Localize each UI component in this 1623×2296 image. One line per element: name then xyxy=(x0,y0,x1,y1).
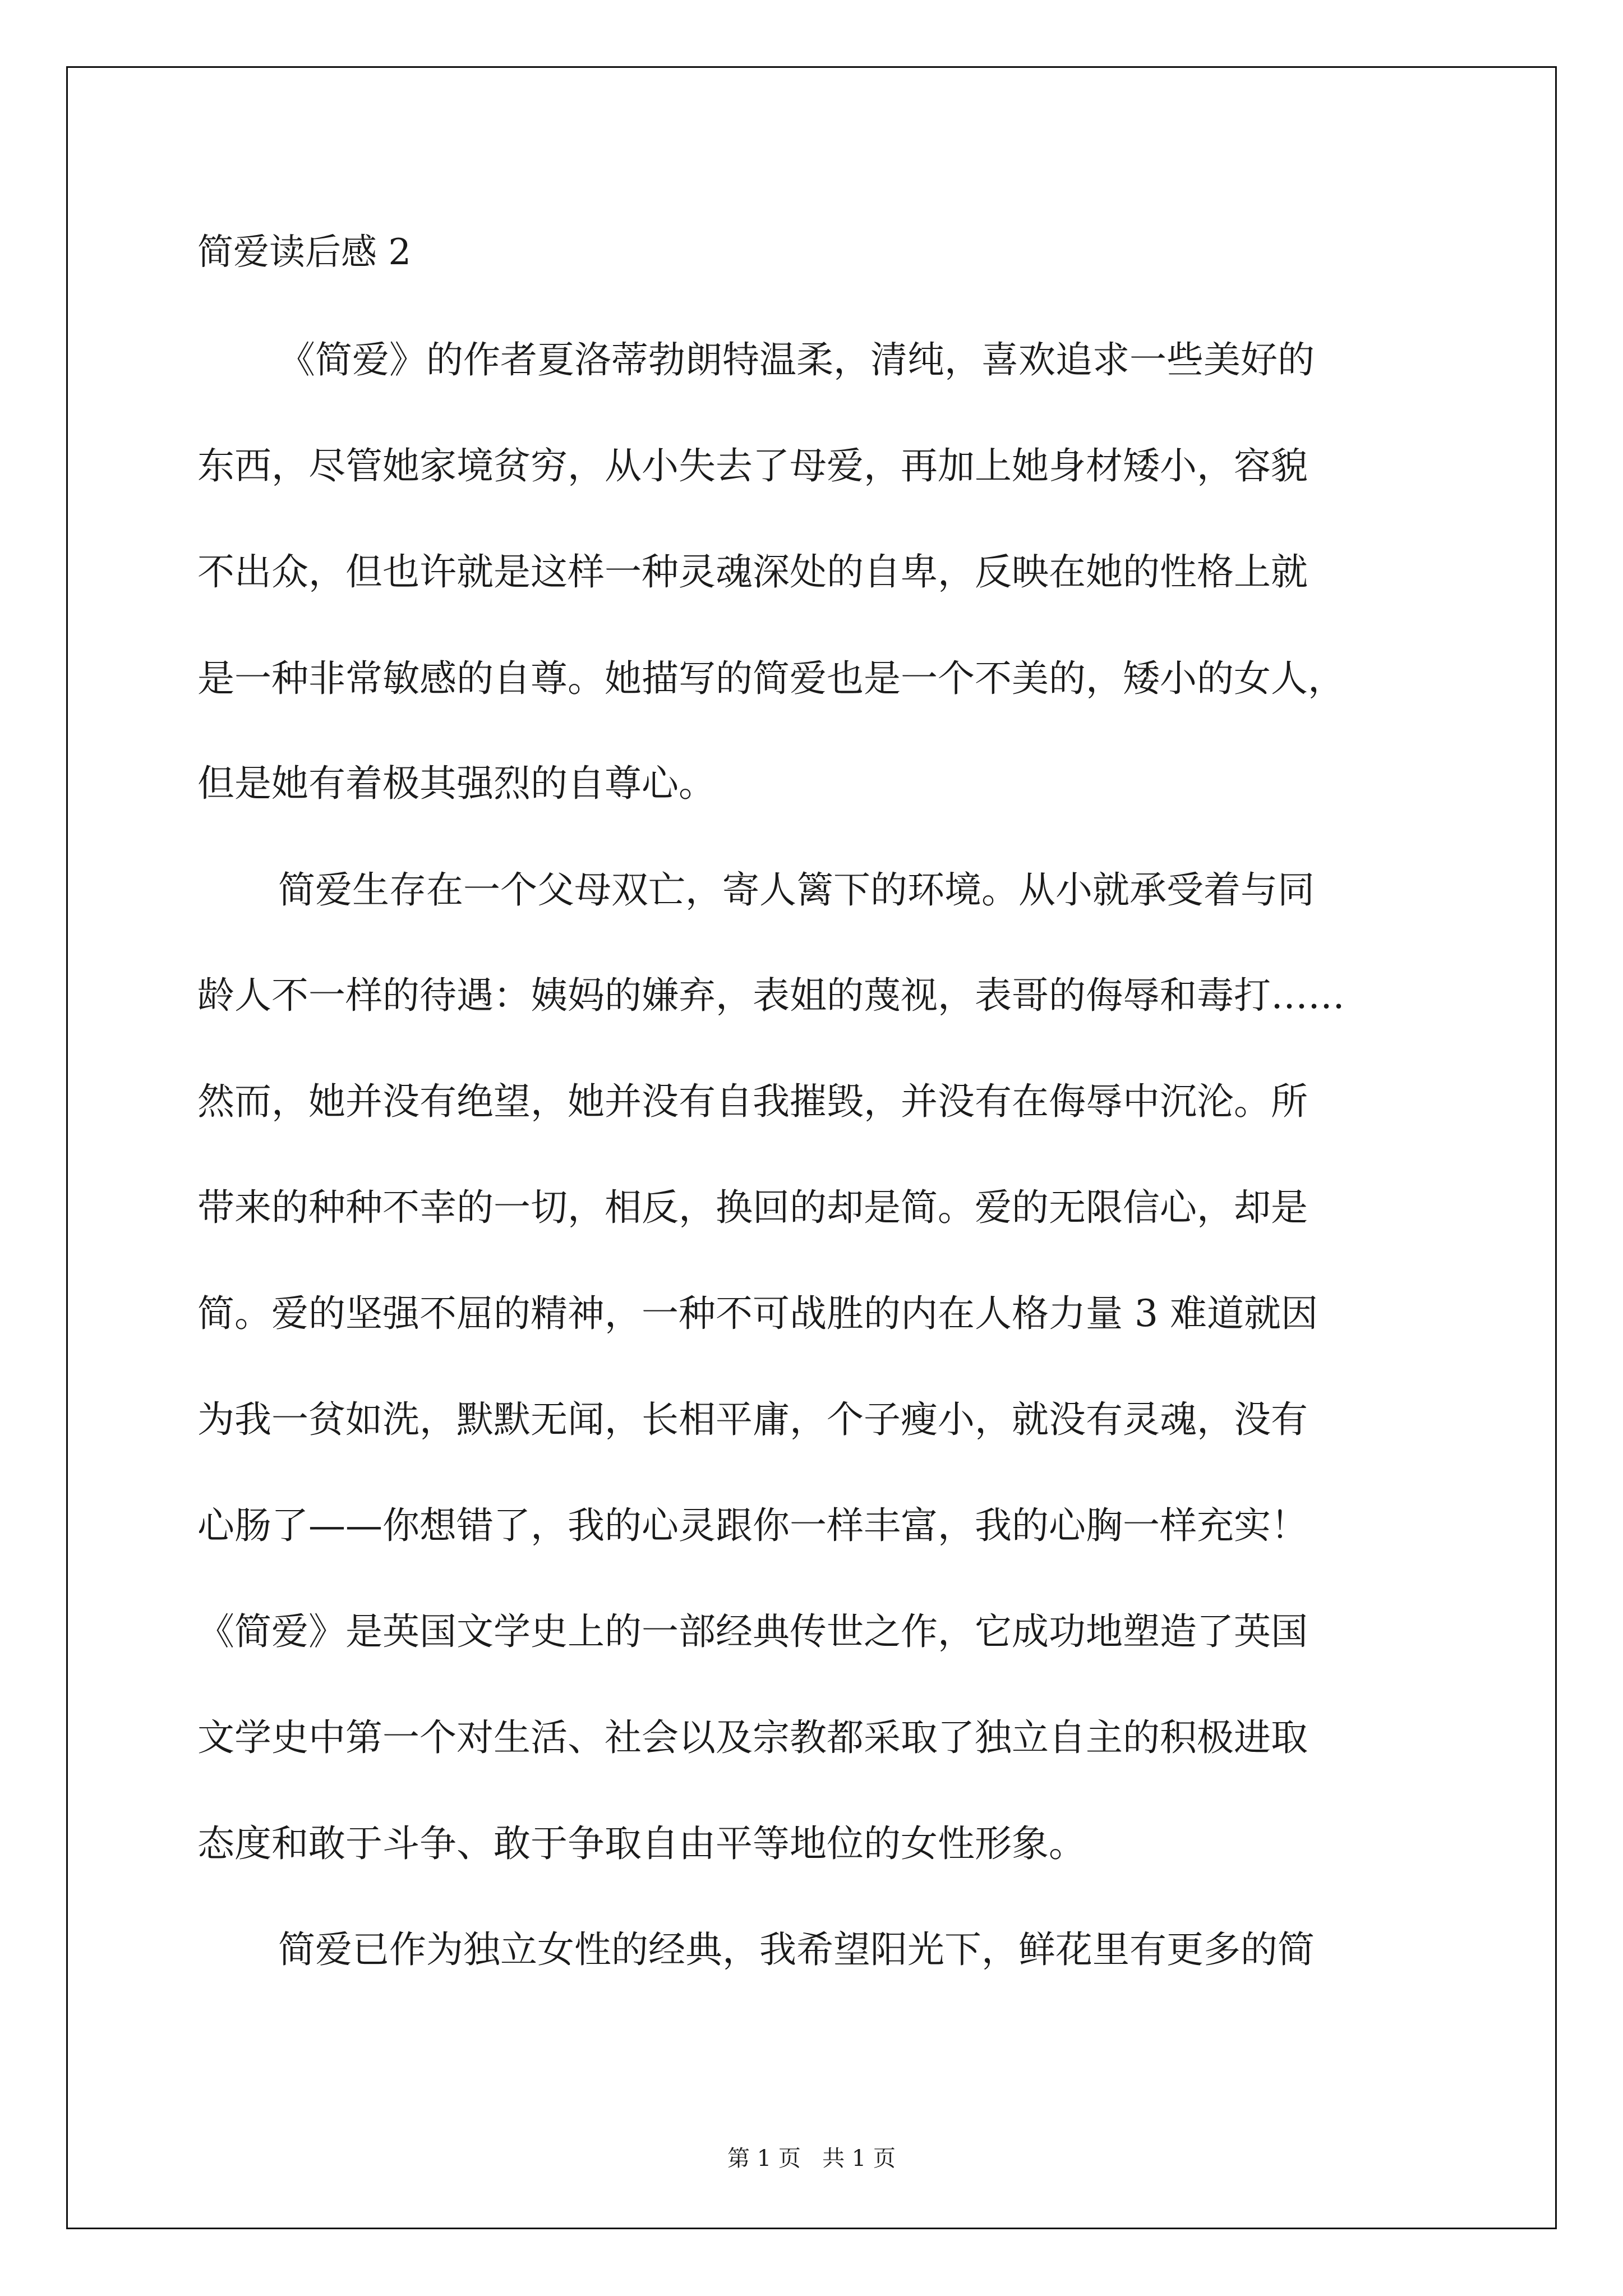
page-border xyxy=(66,66,1557,2229)
paragraph-line: 是一种非常敏感的自尊。她描写的简爱也是一个不美的，矮小的女人， xyxy=(197,657,1345,700)
paragraph-line: 然而，她并没有绝望，她并没有自我摧毁，并没有在侮辱中沉沦。所 xyxy=(197,1080,1308,1123)
paragraph-line: 东西，尽管她家境贫穷，从小失去了母爱，再加上她身材矮小，容貌 xyxy=(197,444,1308,487)
paragraph-line: 简爱已作为独立女性的经典，我希望阳光下，鲜花里有更多的简 xyxy=(278,1928,1315,1971)
paragraph-line: 简。爱的坚强不屈的精神，一种不可战胜的内在人格力量 3 难道就因 xyxy=(197,1292,1318,1335)
document-title: 简爱读后感 2 xyxy=(197,232,412,273)
paragraph-line: 《简爱》的作者夏洛蒂勃朗特温柔，清纯，喜欢追求一些美好的 xyxy=(278,338,1315,381)
paragraph-line: 但是她有着极其强烈的自尊心。 xyxy=(197,762,716,805)
paragraph-line: 龄人不一样的待遇：姨妈的嫌弃，表姐的蔑视，表哥的侮辱和毒打…… xyxy=(197,974,1345,1017)
paragraph-line: 为我一贫如洗，默默无闻，长相平庸，个子瘦小，就没有灵魂，没有 xyxy=(197,1398,1308,1441)
paragraph-line: 态度和敢于斗争、敢于争取自由平等地位的女性形象。 xyxy=(197,1822,1086,1865)
paragraph-line: 文学史中第一个对生活、社会以及宗教都采取了独立自主的积极进取 xyxy=(197,1716,1308,1759)
paragraph-line: 不出众，但也许就是这样一种灵魂深处的自卑，反映在她的性格上就 xyxy=(197,550,1308,593)
paragraph-line: 简爱生存在一个父母双亡，寄人篱下的环境。从小就承受着与同 xyxy=(278,868,1315,912)
paragraph-line: 《简爱》是英国文学史上的一部经典传世之作，它成功地塑造了英国 xyxy=(197,1610,1308,1653)
paragraph-line: 带来的种种不幸的一切，相反，换回的却是简。爱的无限信心，却是 xyxy=(197,1186,1308,1229)
page-number-footer: 第 1 页 共 1 页 xyxy=(727,2146,896,2171)
paragraph-line: 心肠了——你想错了，我的心灵跟你一样丰富，我的心胸一样充实！ xyxy=(197,1504,1308,1547)
